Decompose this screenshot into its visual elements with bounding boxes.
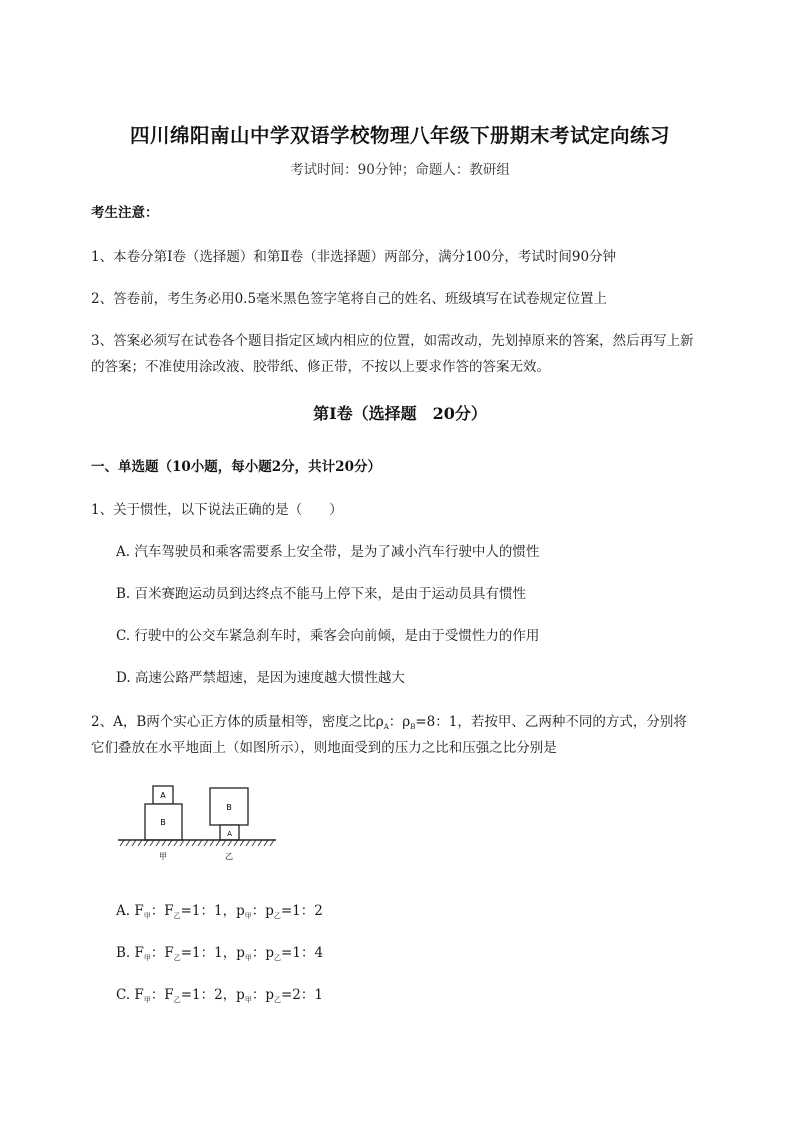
question-1-option-d: D. 高速公路严禁超速，是因为速度越大惯性越大 <box>116 670 405 686</box>
figure-label-yi: 乙 <box>225 852 233 861</box>
figure-left-stack <box>145 786 182 840</box>
notice-item-3-cont: 的答案；不准使用涂改液、胶带纸、修正带，不按以上要求作答的答案无效。 <box>91 359 550 375</box>
figure-right-stack <box>210 788 248 840</box>
notice-heading: 考生注意： <box>91 205 159 221</box>
question-1-option-a: A. 汽车驾驶员和乘客需要系上安全带，是为了减小汽车行驶中人的惯性 <box>116 544 540 560</box>
section-title: 第I卷（选择题 20分） <box>313 404 487 423</box>
page-subtitle: 考试时间：90分钟；命题人：教研组 <box>290 162 510 178</box>
question-1-option-c: C. 行驶中的公交车紧急刹车时，乘客会向前倾，是由于受惯性力的作用 <box>116 628 540 644</box>
question-2-option-b: B. $F_甲$：$F_乙=1$：1，$p_甲$：$p_乙=1$：4 <box>116 945 324 962</box>
question-1-option-b: B. 百米赛跑运动员到达终点不能马上停下来，是由于运动员具有惯性 <box>116 586 527 602</box>
question-2-option-a: A. $F_甲$：$F_乙=1$：1，$p_甲$：$p_乙=1$：2 <box>116 903 323 920</box>
page-title: 四川绵阳南山中学双语学校物理八年级下册期末考试定向练习 <box>129 124 670 147</box>
question-2-stem-line2: 它们叠放在水平地面上（如图所示），则地面受到的压力之比和压强之比分别是 <box>91 740 557 756</box>
block-b-top-label: B <box>226 803 232 812</box>
block-a-bottom-label: A <box>227 830 232 838</box>
notice-item-3: 3、答案必须写在试卷各个题目指定区域内相应的位置，如需改动，先划掉原来的答案，然后再写上新 <box>91 333 694 349</box>
figure-label-jia: 甲 <box>159 852 167 861</box>
stacked-blocks-figure <box>116 780 278 872</box>
ground-line <box>118 840 276 846</box>
question-2-stem: 2、A，B两个实心正方体的质量相等，密度之比$\rho_A$：$\rho_B=8$：1，若按甲、乙两种不同的方式，分别将 <box>91 714 687 731</box>
block-a-label: A <box>160 791 166 800</box>
notice-item-2: 2、答卷前，考生务必用0.5毫米黑色签字笔将自己的姓名、班级填写在试卷规定位置上 <box>91 291 608 307</box>
notice-item-1: 1、本卷分第I卷（选择题）和第Ⅱ卷（非选择题）两部分，满分100分，考试时间90分钟 <box>91 249 617 265</box>
question-1-stem: 1、关于惯性，以下说法正确的是（ ） <box>91 502 343 518</box>
block-b-label: B <box>160 818 166 827</box>
part-heading: 一、单选题（10小题，每小题2分，共计20分） <box>91 459 381 475</box>
question-2-option-c: C. $F_甲$：$F_乙=1$：2，$p_甲$：$p_乙=2$：1 <box>116 987 323 1004</box>
